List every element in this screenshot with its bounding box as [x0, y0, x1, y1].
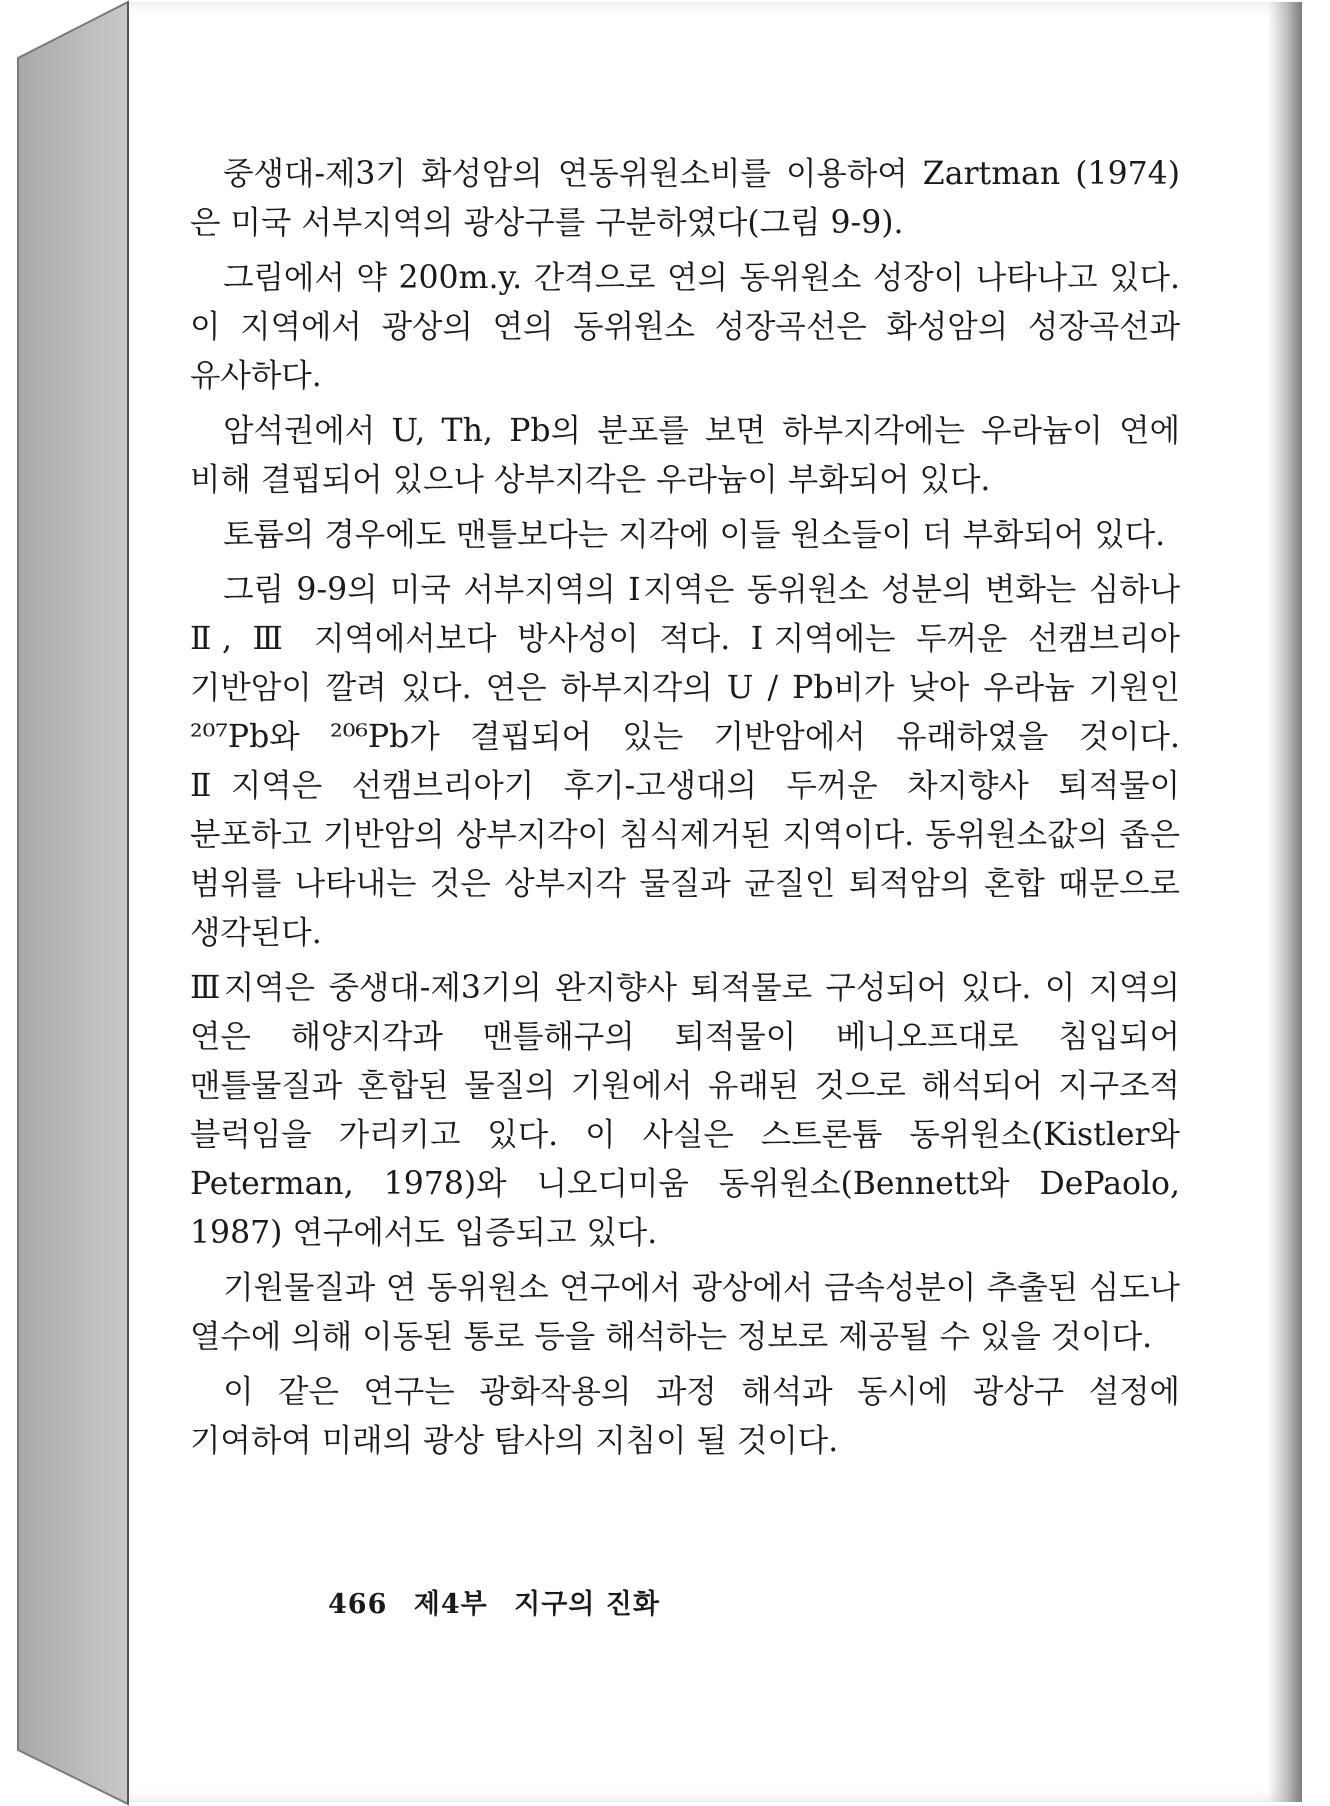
paragraph: 이 같은 연구는 광화작용의 과정 해석과 동시에 광상구 설정에 기여하여 미래의 광상 탐사의 지침이 될 것이다.	[190, 1374, 1180, 1459]
chapter-title: 지구의 진화	[514, 1589, 660, 1620]
page-number: 466	[328, 1589, 388, 1620]
paragraph: 기원물질과 연 동위원소 연구에서 광상에서 금속성분이 추출된 심도나 열수에 의해 이동된 통로 등을 해석하는 정보로 제공될 수 있을 것이다.	[190, 1270, 1180, 1355]
paragraph: 토륨의 경우에도 맨틀보다는 지각에 이들 원소들이 더 부화되어 있다.	[223, 517, 1166, 553]
paragraph: 그림 9-9의 미국 서부지역의 Ⅰ지역은 동위원소 성분의 변화는 심하나 Ⅱ, Ⅲ 지역에서보다 방사성이 적다. Ⅰ지역에는 두꺼운 선캠브리아 기반암이 깔려 있다. 연은 하부지각의 U / Pb비가 낮아 우라늄 기원인 ²⁰⁷Pb와 ²⁰⁶Pb가 결핍되어 있는 기반암에서 유래하였을 것이다. Ⅱ지역은 선캠브리아기 후기-고생대의 두꺼운 차지향사 퇴적물이 분포하고 기반암의 상부지각이 침식제거된 지역이다. 동위원소값의 좁은 범위를 나타내는 것은 상부지각 물질과 균질인 퇴적암의 혼합 때문으로 생각된다.	[190, 572, 1180, 951]
paragraph: 중생대-제3기 화성암의 연동위원소비를 이용하여 Zartman (1974)은 미국 서부지역의 광상구를 구분하였다(그림 9-9).	[190, 156, 1180, 241]
part-label: 제4부	[413, 1589, 488, 1620]
body-text	[190, 150, 1180, 1472]
page-footer	[328, 1582, 676, 1621]
paragraph: Ⅲ지역은 중생대-제3기의 완지향사 퇴적물로 구성되어 있다. 이 지역의 연은 해양지각과 맨틀해구의 퇴적물이 베니오프대로 침입되어 맨틀물질과 혼합된 물질의 기원에서 유래된 것으로 해석되어 지구조적 블럭임을 가리키고 있다. 이 사실은 스트론튬 동위원소(Kistler와 Peterman, 1978)와 니오디미움 동위원소(Bennett와 DePaolo, 1987) 연구에서도 입증되고 있다.	[190, 970, 1180, 1251]
paragraph: 암석권에서 U, Th, Pb의 분포를 보면 하부지각에는 우라늄이 연에 비해 결핍되어 있으나 상부지각은 우라늄이 부화되어 있다.	[190, 413, 1180, 498]
page-edge-shadow	[1268, 2, 1302, 1802]
paragraph: 그림에서 약 200m.y. 간격으로 연의 동위원소 성장이 나타나고 있다. 이 지역에서 광상의 연의 동위원소 성장곡선은 화성암의 성장곡선과 유사하다.	[190, 260, 1180, 394]
